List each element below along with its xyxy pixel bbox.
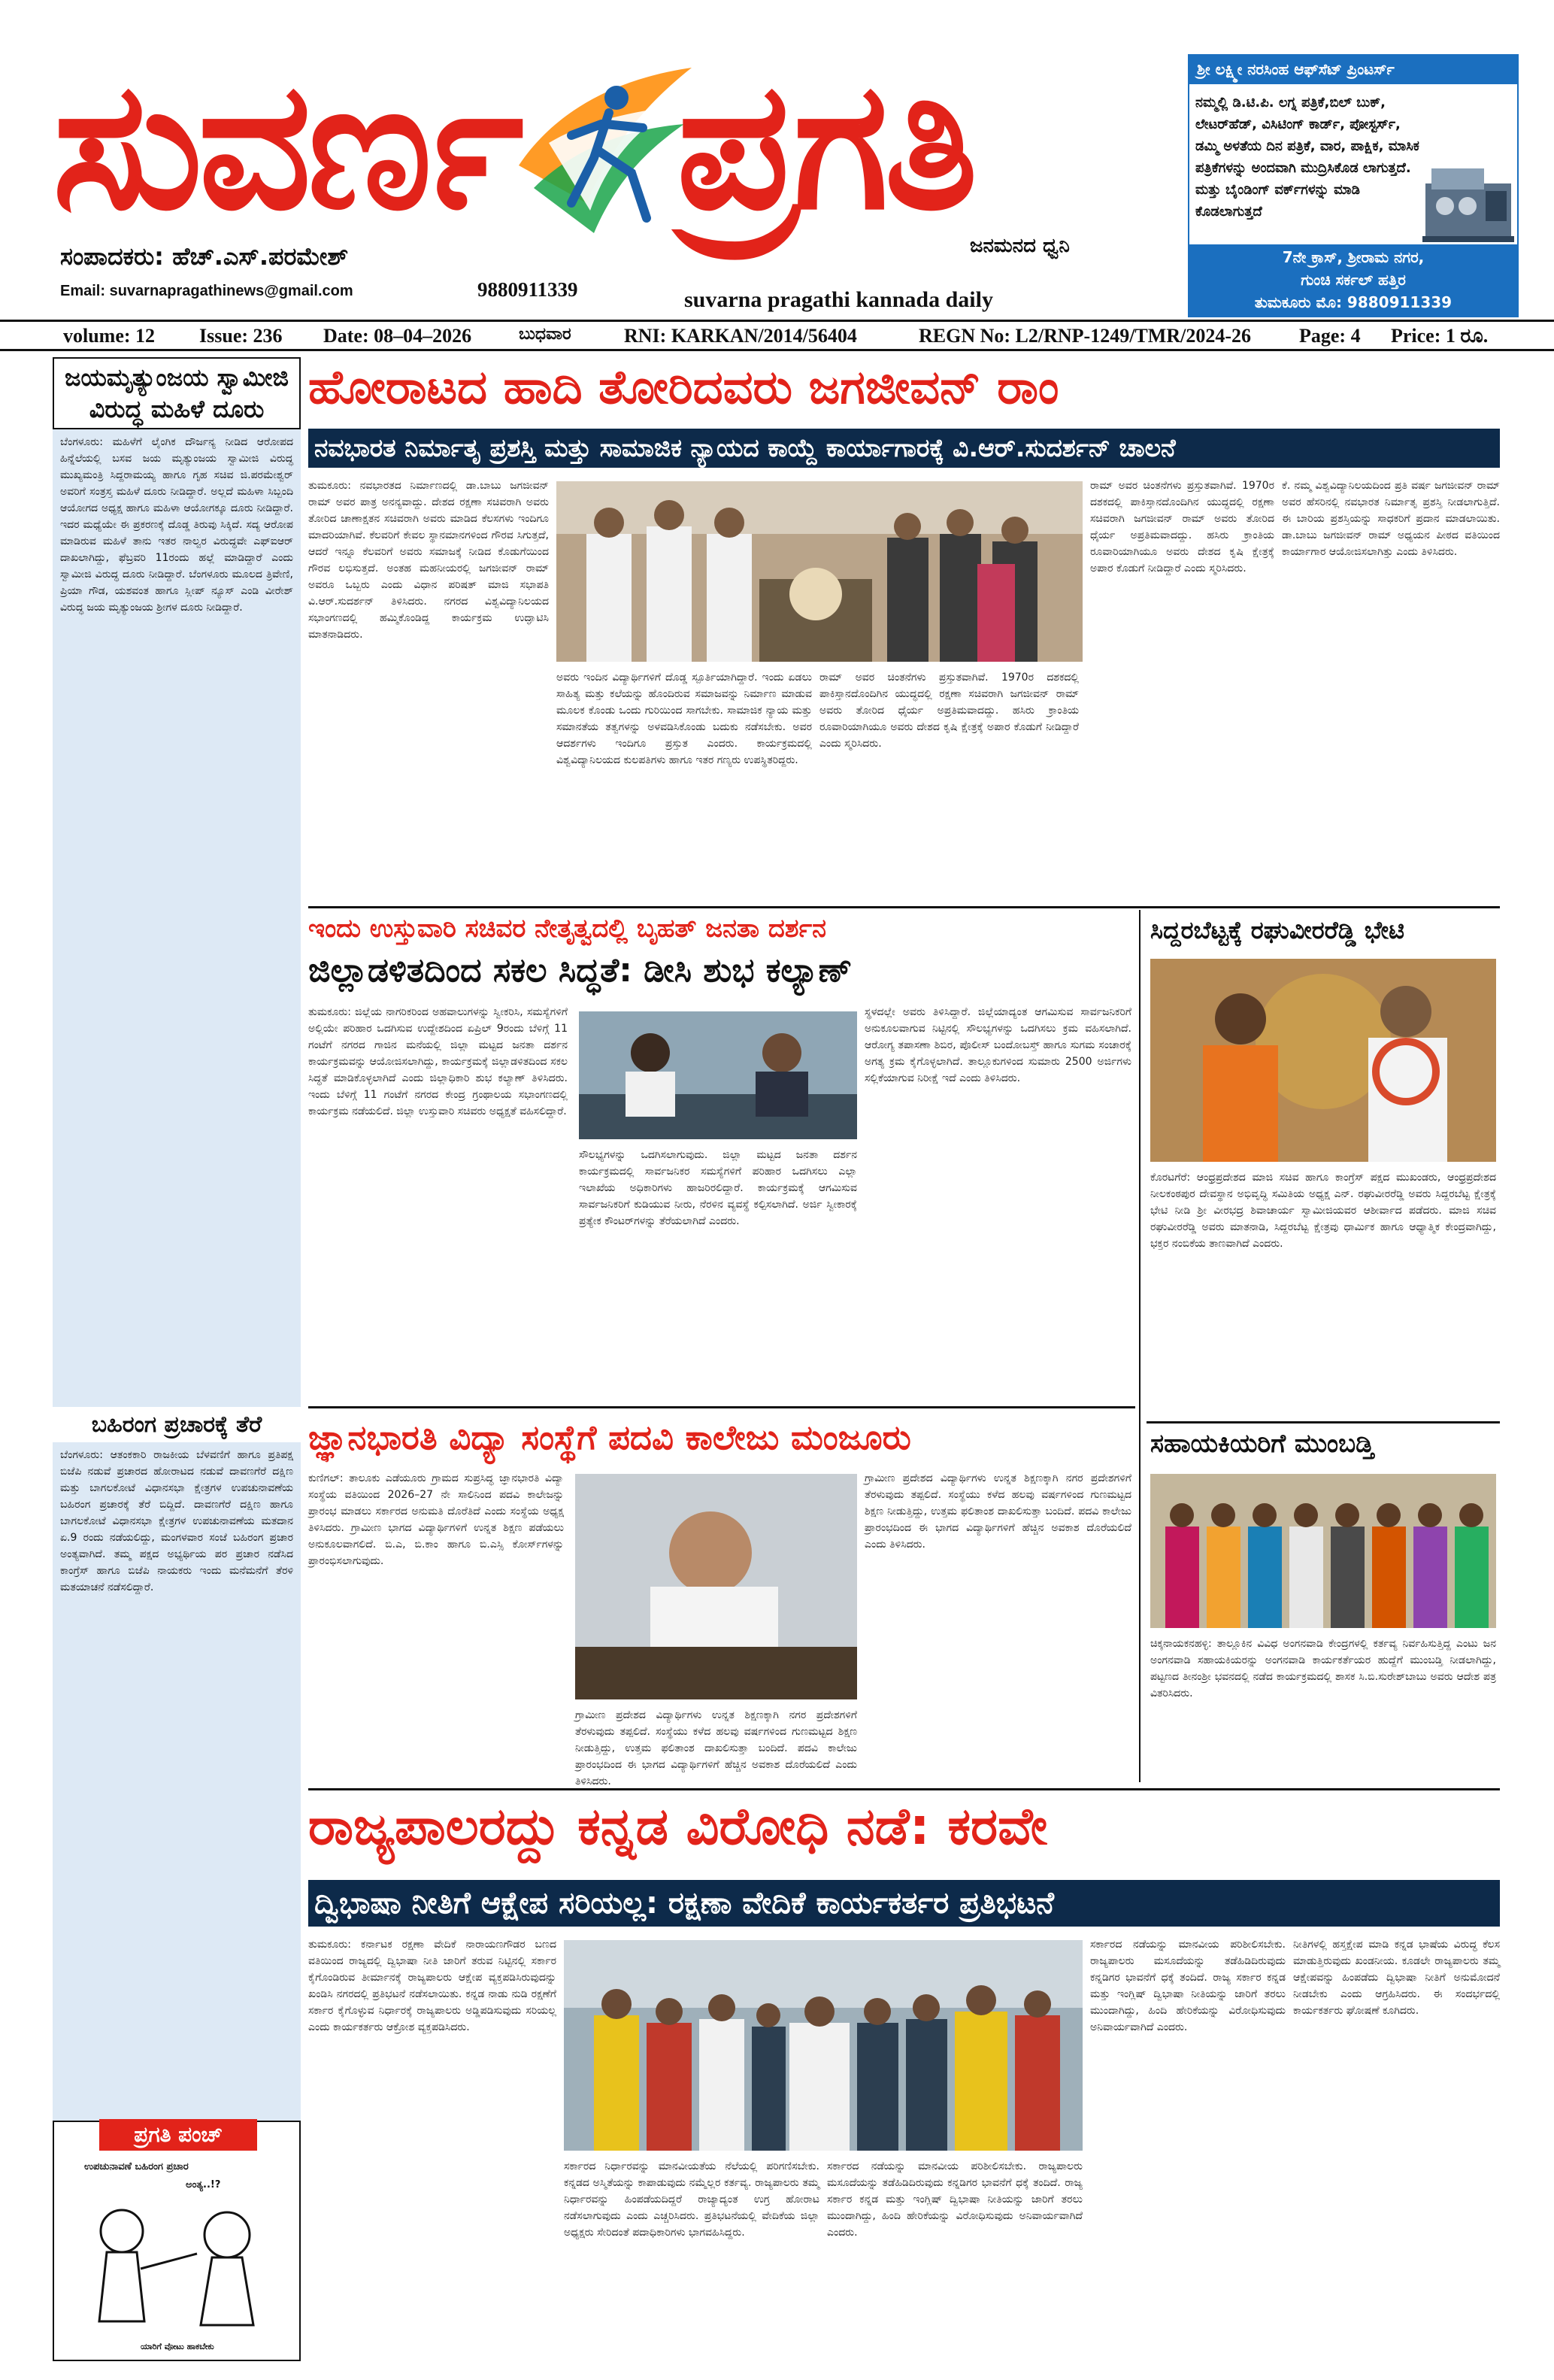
tagline: ಜನಮನದ ಧ್ವನಿ: [970, 235, 1070, 257]
issue-info-bar: [0, 320, 1554, 351]
sidebar-article-1: ಬೆಂಗಳೂರು: ಮಹಿಳೆಗೆ ಲೈಂಗಿಕ ದೌರ್ಜನ್ಯ ನೀಡಿದ ಆರೋಪದ ಹಿನ್ನೆಲೆಯಲ್ಲಿ ಬಸವ ಜಯ ಮೃತ್ಯುಂಜಯ ಸ್ವಾಮೀಜಿ ವಿರುದ್ಧ ಮುಖ್ಯಮಂತ್ರಿ ಸಿದ್ದರಾಮಯ್ಯ ಹಾಗೂ ಗೃಹ ಸಚಿವ ಜಿ.ಪರಮೇಶ್ವರ್ ಅವರಿಗೆ ಸಂತ್ರಸ್ತ ಮಹಿಳೆ ದೂರು ನೀಡಿದ್ದಾರೆ. ಅಲ್ಲದೆ ಮಹಿಳಾ ಸಿಬ್ಬಂದಿ ಆಯೋಗದ ಅಧ್ಯಕ್ಷ ಹಾಗೂ ಮಹಿಳಾ ಆಯೋಗಕ್ಕೂ ದೂರು ನೀಡಿದ್ದಾರೆ. ಇದರ ಮಧ್ಯೆಯೇ ಈ ಪ್ರಕರಣಕ್ಕೆ ದೊಡ್ಡ ತಿರುವು ಸಿಕ್ಕಿದೆ. ಸದ್ಯ ಆರೋಪ ಮಾಡಿರುವ ಮಹಿಳೆ ತಾನು ಇತರ ನಾಲ್ವರ ವಿರುದ್ಧವೇ ಎಫ್‌ಐಆರ್ ದಾಖಲಾಗಿದ್ದು, ಫೆಬ್ರವರಿ 11ರಂದು ಹಲ್ಲೆ ಮಾಡಿದ್ದಾರೆ ಎಂದು ಸ್ವಾಮೀಜಿ ವಿರುದ್ಧ ದೂರು ನೀಡಿದ್ದಾರೆ. ಬೆಂಗಳೂರು ಮೂಲದ ತ್ರಿವೇಣಿ, ಪ್ರಿಯಾ ಗೌಡ, ಯಶವಂತ ಹಾಗೂ ಸ್ಲೀಪ್ ನ್ಯೂಸ್ ಎಂಡಿ ವೀರೇಶ್ ವಿರುದ್ಧ ಜಯ ಮೃತ್ಯುಂಜಯ ಶ್ರೀಗಳ ದೂರು ನೀಡಿದ್ದಾರೆ.: [60, 436, 293, 614]
story-2-photo: [579, 1011, 857, 1139]
cartoon-caption-speech: ಅಂತ್ಯ..!?: [186, 2179, 221, 2191]
cartoon-title: ಪ್ರಗತಿ ಪಂಚ್: [99, 2119, 257, 2151]
printers-advertisement: [1188, 54, 1519, 317]
story-4-headline: ಜ್ಞಾನಭಾರತಿ ವಿದ್ಯಾ ಸಂಸ್ಥೆಗೆ ಪದವಿ ಕಾಲೇಜು ಮಂಜೂರು: [308, 1417, 911, 1457]
sidebar-headline-2: ಬಹಿರಂಗ ಪ್ರಚಾರಕ್ಕೆ ತೆರೆ: [53, 1407, 301, 1442]
lead-subhead: ನವಭಾರತ ನಿರ್ಮಾತೃ ಪ್ರಶಸ್ತಿ ಮತ್ತು ಸಾಮಾಜಿಕ ನ್ಯಾಯದ ಕಾಯ್ದೆ ಕಾರ್ಯಾಗಾರಕ್ಕೆ ವಿ.ಆರ್.ಸುದರ್ಶನ್ ಚಾಲನೆ: [308, 429, 1500, 468]
story-6-headline: ರಾಜ್ಯಪಾಲರದ್ದು ಕನ್ನಡ ವಿರೋಧಿ ನಡೆ: ಕರವೇ: [308, 1797, 1048, 1857]
issue-label: Issue: 236: [199, 325, 283, 347]
story-6-col-1: ತುಮಕೂರು: ಕರ್ನಾಟಕ ರಕ್ಷಣಾ ವೇದಿಕೆ ನಾರಾಯಣಗೌಡರ ಬಣದ ವತಿಯಿಂದ ರಾಜ್ಯದಲ್ಲಿ ದ್ವಿಭಾಷಾ ನೀತಿ ಜಾರಿಗೆ ತರುವ ನಿಟ್ಟಿನಲ್ಲಿ ಸರ್ಕಾರ ಕೈಗೊಂಡಿರುವ ತೀರ್ಮಾನಕ್ಕೆ ರಾಜ್ಯಪಾಲರು ಆಕ್ಷೇಪ ವ್ಯಕ್ತಪಡಿಸಿರುವುದನ್ನು ಖಂಡಿಸಿ ನಗರದಲ್ಲಿ ಪ್ರತಿಭಟನೆ ನಡೆಸಲಾಯಿತು. ಕನ್ನಡ ನಾಡು ನುಡಿ ರಕ್ಷಣೆಗೆ ಸರ್ಕಾರ ಕೈಗೊಳ್ಳುವ ನಿರ್ಧಾರಕ್ಕೆ ರಾಜ್ಯಪಾಲರು ಅಡ್ಡಿಪಡಿಸುವುದು ಸರಿಯಲ್ಲ ಎಂದು ಕಾರ್ಯಕರ್ತರು ಆಕ್ರೋಶ ವ್ಯಕ್ತಪಡಿಸಿದರು.: [308, 1939, 556, 2033]
runner-emblem-icon: [504, 53, 699, 256]
story-4-photo: [575, 1474, 857, 1699]
ad-address-line-2: ಗುಂಚಿ ಸರ್ಕಲ್ ಹತ್ತಿರ: [1301, 271, 1406, 289]
ad-body-text: ನಮ್ಮಲ್ಲಿ ಡಿ.ಟಿ.ಪಿ. ಲಗ್ನ ಪತ್ರಿಕೆ,ಬಿಲ್ ಬುಕ್, ಲೇಟರ್‌ಹೆಡ್, ವಿಸಿಟಿಂಗ್ ಕಾರ್ಡ್, ಪೋಸ್ಟರ್ಸ್, ಡಮ್ಮಿ ಅಳತೆಯ ದಿನ ಪತ್ರಿಕೆ, ವಾರ, ಪಾಕ್ಷಿಕ, ಮಾಸಿಕ ಪತ್ರಿಕೆಗಳನ್ನು ಅಂದವಾಗಿ ಮುದ್ರಿಸಿಕೊಡ ಲಾಗುತ್ತದೆ. ಮತ್ತು ಬೈಂಡಿಂಗ್ ವರ್ಕ್‌ಗಳನ್ನು ಮಾಡಿ ಕೊಡಲಾಗುತ್ತದೆ: [1195, 95, 1419, 220]
newspaper-logo: [53, 45, 1143, 248]
section-divider-4: [308, 1788, 1500, 1790]
regn-label: REGN No: L2/RNP-1249/TMR/2024-26: [919, 325, 1251, 347]
email-contact: Email: suvarnapragathinews@gmail.com: [60, 283, 353, 299]
story-6-col-4: ನೀತಿಗಳಲ್ಲಿ ಹಸ್ತಕ್ಷೇಪ ಮಾಡಿ ಕನ್ನಡ ಭಾಷೆಯ ವಿರುದ್ಧ ಕೆಲಸ ಮಾಡುತ್ತಿರುವುದು ಖಂಡನೀಯ. ಕೂಡಲೇ ರಾಜ್ಯಪಾಲರು ತಮ್ಮ ಆಕ್ಷೇಪವನ್ನು ಹಿಂಪಡೆದು ದ್ವಿಭಾಷಾ ನೀತಿಗೆ ಅನುಮೋದನೆ ನೀಡಬೇಕು ಎಂದು ಆಗ್ರಹಿಸಿದರು. ಈ ಸಂದರ್ಭದಲ್ಲಿ ಕಾರ್ಯಕರ್ತರು ಘೋಷಣೆ ಕೂಗಿದರು.: [1293, 1939, 1500, 2017]
story-6-col-3: ಸರ್ಕಾರದ ನಡೆಯನ್ನು ಮಾನವೀಯ ಪರಿಶೀಲಿಸಬೇಕು. ರಾಜ್ಯಪಾಲರು ಮಸೂದೆಯನ್ನು ತಡೆಹಿಡಿದಿರುವುದು ಕನ್ನಡಿಗರ ಭಾವನೆಗೆ ಧಕ್ಕೆ ತಂದಿದೆ. ರಾಜ್ಯ ಸರ್ಕಾರ ಕನ್ನಡ ಮತ್ತು ಇಂಗ್ಲಿಷ್ ದ್ವಿಭಾಷಾ ನೀತಿಯನ್ನು ಜಾರಿಗೆ ತರಲು ಮುಂದಾಗಿದ್ದು, ಹಿಂದಿ ಹೇರಿಕೆಯನ್ನು ವಿರೋಧಿಸುವುದು ಅನಿವಾರ್ಯವಾಗಿದೆ ಎಂದರು.: [827, 2160, 1083, 2239]
logo-word-pragathi: ಪ್ರಗತಿ: [677, 44, 974, 249]
cartoon-box: [53, 2121, 301, 2361]
story-4-col-1: ಕುಣಿಗಲ್: ತಾಲೂಕು ಎಡೆಯೂರು ಗ್ರಾಮದ ಸುಪ್ರಸಿದ್ಧ ಜ್ಞಾನಭಾರತಿ ವಿದ್ಯಾ ಸಂಸ್ಥೆಯ ವತಿಯಿಂದ 2026–27 ನೇ ಸಾಲಿನಿಂದ ಪದವಿ ಕಾಲೇಜನ್ನು ಪ್ರಾರಂಭ ಮಾಡಲು ಸರ್ಕಾರದ ಅನುಮತಿ ದೊರೆತಿದೆ ಎಂದು ಸಂಸ್ಥೆಯ ಅಧ್ಯಕ್ಷ ತಿಳಿಸಿದರು. ಗ್ರಾಮೀಣ ಭಾಗದ ವಿದ್ಯಾರ್ಥಿಗಳಿಗೆ ಉನ್ನತ ಶಿಕ್ಷಣ ಪಡೆಯಲು ಅನುಕೂಲವಾಗಲಿದೆ. ಬಿ.ಎ, ಬಿ.ಕಾಂ ಹಾಗೂ ಬಿ.ಎಸ್ಸಿ ಕೋರ್ಸ್‌ಗಳನ್ನು ಪ್ರಾರಂಭಿಸಲಾಗುವುದು.: [308, 1472, 564, 1567]
story-3-headline: ಸಿದ್ದರಬೆಟ್ಟಕ್ಕೆ ರಘುವೀರರೆಡ್ಡಿ ಭೇಟಿ: [1150, 916, 1404, 944]
lead-headline: ಹೋರಾಟದ ಹಾದಿ ತೋರಿದವರು ಜಗಜೀವನ್ ರಾಂ: [308, 359, 1059, 414]
sidebar-article-2: ಬೆಂಗಳೂರು: ಆತಂಕಕಾರಿ ರಾಜಕೀಯ ಬೆಳವಣಿಗೆ ಹಾಗೂ ಪ್ರತಿಪಕ್ಷ ಬಿಜೆಪಿ ನಡುವೆ ಪ್ರಚಾರದ ಹೋರಾಟದ ನಡುವೆ ದಾವಣಗೆರೆ ದಕ್ಷಿಣ ಮತ್ತು ಬಾಗಲಕೋಟೆ ವಿಧಾನಸಭಾ ಕ್ಷೇತ್ರಗಳ ಉಪಚುನಾವಣೆಯ ಬಹಿರಂಗ ಪ್ರಚಾರಕ್ಕೆ ತೆರೆ ಬಿದ್ದಿದೆ. ದಾವಣಗೆರೆ ದಕ್ಷಿಣ ಹಾಗೂ ಬಾಗಲಕೋಟೆ ವಿಧಾನಸಭಾ ಕ್ಷೇತ್ರಗಳ ಉಪಚುನಾವಣೆಯ ಮತದಾನ ಏ.9 ರಂದು ನಡೆಯಲಿದ್ದು, ಮಂಗಳವಾರ ಸಂಜೆ ಬಹಿರಂಗ ಪ್ರಚಾರ ಅಂತ್ಯವಾಗಿದೆ. ತಮ್ಮ ಪಕ್ಷದ ಅಭ್ಯರ್ಥಿಯ ಪರ ಪ್ರಚಾರ ನಡೆಸಿದ ಕಾಂಗ್ರೆಸ್ ಹಾಗೂ ಬಿಜೆಪಿ ನಾಯಕರು ಇಂದು ಮನೆಮನೆಗೆ ತೆರಳಿ ಮತಯಾಚನೆ ನಡೆಸಲಿದ್ದಾರೆ.: [60, 1449, 293, 1593]
ad-address-line-3: ತುಮಕೂರು ಮೊ: 9880911339: [1254, 293, 1453, 311]
story-2-kicker: ಇಂದು ಉಸ್ತುವಾರಿ ಸಚಿವರ ನೇತೃತ್ವದಲ್ಲಿ ಬೃಹತ್ ಜನತಾ ದರ್ಶನ: [308, 914, 827, 944]
officials-photo-icon: [579, 1011, 857, 1139]
protest-photo-icon: [564, 1940, 1083, 2151]
page-number: Page: 4: [1299, 325, 1361, 347]
date-label: Date: 08–04–2026: [323, 325, 472, 347]
weekday-label: ಬುಧವಾರ: [519, 325, 571, 344]
left-sidebar: [53, 357, 301, 2132]
logo-word-suvarna: ಸುವರ್ಣ: [53, 44, 520, 249]
lead-story-col-2: ಅವರು ಇಂದಿನ ವಿದ್ಯಾರ್ಥಿಗಳಿಗೆ ದೊಡ್ಡ ಸ್ಪೂರ್ತಿಯಾಗಿದ್ದಾರೆ. ಇಂದು ಏಡಲು ಸಾಹಿತ್ಯ ಮತ್ತು ಕಲೆಯನ್ನು ಹೊಂದಿರುವ ಸಮಾಜವನ್ನು ನಿರ್ಮಾಣ ಮಾಡುವ ಮೂಲಕ ಕೊಂಡು ಒಂದು ಗುರಿಯಿಂದ ಸಾಗಬೇಕು. ಸಾಮಾಜಿಕ ನ್ಯಾಯ ಮತ್ತು ಸಮಾನತೆಯ ತತ್ವಗಳನ್ನು ಅಳವಡಿಸಿಕೊಂಡು ಬದುಕು ನಡೆಸಬೇಕು. ಅವರ ಆದರ್ಶಗಳು ಇಂದಿಗೂ ಪ್ರಸ್ತುತ ಎಂದರು. ಕಾರ್ಯಕ್ರಮದಲ್ಲಿ ವಿಶ್ವವಿದ್ಯಾನಿಲಯದ ಕುಲಪತಿಗಳು ಹಾಗೂ ಇತರ ಗಣ್ಯರು ಉಪಸ್ಥಿತರಿದ್ದರು.: [556, 672, 812, 766]
story-5-photo: [1150, 1474, 1496, 1628]
story-6-col-3b: ಸರ್ಕಾರದ ನಡೆಯನ್ನು ಮಾನವೀಯ ಪರಿಶೀಲಿಸಬೇಕು. ರಾಜ್ಯಪಾಲರು ಮಸೂದೆಯನ್ನು ತಡೆಹಿಡಿದಿರುವುದು ಕನ್ನಡಿಗರ ಭಾವನೆಗೆ ಧಕ್ಕೆ ತಂದಿದೆ. ರಾಜ್ಯ ಸರ್ಕಾರ ಕನ್ನಡ ಮತ್ತು ಇಂಗ್ಲಿಷ್ ದ್ವಿಭಾಷಾ ನೀತಿಯನ್ನು ಜಾರಿಗೆ ತರಲು ಮುಂದಾಗಿದ್ದು, ಹಿಂದಿ ಹೇರಿಕೆಯನ್ನು ವಿರೋಧಿಸುವುದು ಅನಿವಾರ್ಯವಾಗಿದೆ ಎಂದರು.: [1090, 1939, 1286, 2033]
man-at-desk-photo-icon: [575, 1474, 857, 1699]
section-divider-2: [308, 1406, 1135, 1408]
story-3-text: ಕೊರಟಗೆರೆ: ಆಂಧ್ರಪ್ರದೇಶದ ಮಾಜಿ ಸಚಿವ ಹಾಗೂ ಕಾಂಗ್ರೆಸ್ ಪಕ್ಷದ ಮುಖಂಡರು, ಆಂಧ್ರಪ್ರದೇಶದ ನೀಲಕಂಠಪುರ ದೇವಸ್ಥಾನ ಅಭಿವೃದ್ಧಿ ಸಮಿತಿಯ ಅಧ್ಯಕ್ಷ ಎನ್. ರಘುವೀರರೆಡ್ಡಿ ಅವರು ಸಿದ್ದರಬೆಟ್ಟ ಕ್ಷೇತ್ರಕ್ಕೆ ಭೇಟಿ ನೀಡಿ ಶ್ರೀ ವೀರಭದ್ರ ಶಿವಾಚಾರ್ಯ ಸ್ವಾಮೀಜಿಯವರ ಆಶೀರ್ವಾದ ಪಡೆದರು. ಮಾಜಿ ಸಚಿವ ರಘುವೀರರೆಡ್ಡಿ ಅವರು ಮಾತನಾಡಿ, ಸಿದ್ದರಬೆಟ್ಟ ಕ್ಷೇತ್ರವು ಧಾರ್ಮಿಕ ಹಾಗೂ ಆಧ್ಯಾತ್ಮಿಕ ಕೇಂದ್ರವಾಗಿದ್ದು, ಭಕ್ತರ ನಂಬಿಕೆಯ ತಾಣವಾಗಿದೆ ಎಂದರು.: [1150, 1172, 1496, 1250]
editor-credit: ಸಂಪಾದಕರು: ಹೆಚ್.ಎಸ್.ಪರಮೇಶ್: [60, 242, 349, 271]
swamiji-meeting-photo-icon: [1150, 959, 1496, 1162]
story-4-col-2: ಗ್ರಾಮೀಣ ಪ್ರದೇಶದ ವಿದ್ಯಾರ್ಥಿಗಳು ಉನ್ನತ ಶಿಕ್ಷಣಕ್ಕಾಗಿ ನಗರ ಪ್ರದೇಶಗಳಿಗೆ ತೆರಳುವುದು ತಪ್ಪಲಿದೆ. ಸಂಸ್ಥೆಯು ಕಳೆದ ಹಲವು ವರ್ಷಗಳಿಂದ ಗುಣಮಟ್ಟದ ಶಿಕ್ಷಣ ನೀಡುತ್ತಿದ್ದು, ಉತ್ತಮ ಫಲಿತಾಂಶ ದಾಖಲಿಸುತ್ತಾ ಬಂದಿದೆ. ಪದವಿ ಕಾಲೇಜು ಪ್ರಾರಂಭದಿಂದ ಈ ಭಾಗದ ವಿದ್ಯಾರ್ಥಿಗಳಿಗೆ ಹೆಚ್ಚಿನ ಅವಕಾಶ ದೊರೆಯಲಿದೆ ಎಂದು ತಿಳಿಸಿದರು.: [865, 1472, 1131, 1551]
cartoon-drawing-icon: [69, 2194, 287, 2336]
story-6-photo: [564, 1940, 1083, 2151]
lead-story-col-3b: ರಾಮ್ ಅವರ ಚಿಂತನೆಗಳು ಪ್ರಸ್ತುತವಾಗಿವೆ. 1970ರ ದಶಕದಲ್ಲಿ ಪಾಕಿಸ್ತಾನದೊಂದಿಗಿನ ಯುದ್ಧದಲ್ಲಿ ರಕ್ಷಣಾ ಸಚಿವರಾಗಿ ಜಗಜೀವನ್ ರಾಮ್ ಅವರು ತೋರಿದ ಧೈರ್ಯ ಅಪ್ರತಿಮವಾದದ್ದು. ಹಸಿರು ಕ್ರಾಂತಿಯ ರೂವಾರಿಯಾಗಿಯೂ ಅವರು ದೇಶದ ಕೃಷಿ ಕ್ಷೇತ್ರಕ್ಕೆ ಅಪಾರ ಕೊಡುಗೆ ನೀಡಿದ್ದಾರೆ ಎಂದು ಸ್ಮರಿಸಿದರು.: [1090, 480, 1274, 575]
story-4-caption: ಗ್ರಾಮೀಣ ಪ್ರದೇಶದ ವಿದ್ಯಾರ್ಥಿಗಳು ಉನ್ನತ ಶಿಕ್ಷಣಕ್ಕಾಗಿ ನಗರ ಪ್ರದೇಶಗಳಿಗೆ ತೆರಳುವುದು ತಪ್ಪಲಿದೆ. ಸಂಸ್ಥೆಯು ಕಳೆದ ಹಲವು ವರ್ಷಗಳಿಂದ ಗುಣಮಟ್ಟದ ಶಿಕ್ಷಣ ನೀಡುತ್ತಿದ್ದು, ಉತ್ತಮ ಫಲಿತಾಂಶ ದಾಖಲಿಸುತ್ತಾ ಬಂದಿದೆ. ಪದವಿ ಕಾಲೇಜು ಪ್ರಾರಂಭದಿಂದ ಈ ಭಾಗದ ವಿದ್ಯಾರ್ಥಿಗಳಿಗೆ ಹೆಚ್ಚಿನ ಅವಕಾಶ ದೊರೆಯಲಿದೆ ಎಂದು ತಿಳಿಸಿದರು.: [575, 1709, 857, 1787]
group-photo-icon: [556, 481, 1083, 662]
story-2-col-3: ಸ್ಥಳದಲ್ಲೇ ಅವರು ತಿಳಿಸಿದ್ದಾರೆ. ಜಿಲ್ಲೆಯಾದ್ಯಂತ ಆಗಮಿಸುವ ಸಾರ್ವಜನಿಕರಿಗೆ ಅನುಕೂಲವಾಗುವ ನಿಟ್ಟಿನಲ್ಲಿ ಸೌಲಭ್ಯಗಳನ್ನು ಒದಗಿಸಲು ಕ್ರಮ ವಹಿಸಲಾಗಿದೆ. ಆರೋಗ್ಯ ತಪಾಸಣಾ ಶಿಬಿರ, ಪೊಲೀಸ್ ಬಂದೋಬಸ್ತ್ ಹಾಗೂ ಸುಗಮ ಸಂಚಾರಕ್ಕೆ ಅಗತ್ಯ ಕ್ರಮ ಕೈಗೊಳ್ಳಲಾಗಿದೆ. ತಾಲ್ಲೂಕುಗಳಿಂದ ಸುಮಾರು 2500 ಅರ್ಜಿಗಳು ಸಲ್ಲಿಕೆಯಾಗುವ ನಿರೀಕ್ಷೆ ಇದೆ ಎಂದು ತಿಳಿಸಿದರು.: [865, 1006, 1131, 1084]
ad-address: [1189, 244, 1517, 316]
story-6-col-2: ಸರ್ಕಾರದ ನಿರ್ಧಾರವನ್ನು ಮಾನವೀಯತೆಯ ನೆಲೆಯಲ್ಲಿ ಪರಿಗಣಿಸಬೇಕು. ಕನ್ನಡದ ಅಸ್ಮಿತೆಯನ್ನು ಕಾಪಾಡುವುದು ನಮ್ಮೆಲ್ಲರ ಕರ್ತವ್ಯ. ರಾಜ್ಯಪಾಲರು ತಮ್ಮ ನಿರ್ಧಾರವನ್ನು ಹಿಂಪಡೆಯದಿದ್ದರೆ ರಾಜ್ಯಾದ್ಯಂತ ಉಗ್ರ ಹೋರಾಟ ನಡೆಸಲಾಗುವುದು ಎಂದು ಎಚ್ಚರಿಸಿದರು. ಪ್ರತಿಭಟನೆಯಲ್ಲಿ ವೇದಿಕೆಯ ಜಿಲ್ಲಾ ಅಧ್ಯಕ್ಷರು ಸೇರಿದಂತೆ ಪದಾಧಿಕಾರಿಗಳು ಭಾಗವಹಿಸಿದ್ದರು.: [564, 2160, 819, 2239]
story-3-photo: [1150, 959, 1496, 1162]
lead-story-col-1: ತುಮಕೂರು: ನವಭಾರತದ ನಿರ್ಮಾಣದಲ್ಲಿ ಡಾ.ಬಾಬು ಜಗಜೀವನ್ ರಾಮ್ ಅವರ ಪಾತ್ರ ಅನನ್ಯವಾದ್ದು. ದೇಶದ ರಕ್ಷಣಾ ಸಚಿವರಾಗಿ ಅವರು ತೋರಿದ ಚಾಣಾಕ್ಷತನ ಸಚಿವರಾಗಿ ಅವರು ಮಾಡಿದ ಕೆಲಸಗಳು ಇಂದಿಗೂ ಮಾದರಿಯಾಗಿವೆ. ಕೆಲವರಿಗೆ ಕೇವಲ ಸ್ಥಾನಮಾನಗಳಿಂದ ಗೌರವ ಸಿಗುತ್ತದೆ, ಆದರೆ ಇನ್ನೂ ಕೆಲವರಿಗೆ ಅವರು ಸಮಾಜಕ್ಕೆ ನೀಡಿದ ಕೊಡುಗೆಯಿಂದ ಗೌರವ ಲಭಿಸುತ್ತದೆ. ಅಂತಹ ಮಹನೀಯರಲ್ಲಿ ಜಗಜೀವನ್ ರಾಮ್ ಅವರೂ ಒಬ್ಬರು ಎಂದು ವಿಧಾನ ಪರಿಷತ್ ಮಾಜಿ ಸಭಾಪತಿ ವಿ.ಆರ್.ಸುದರ್ಶನ್ ತಿಳಿಸಿದರು. ನಗರದ ವಿಶ್ವವಿದ್ಯಾನಿಲಯದ ಸಭಾಂಗಣದಲ್ಲಿ ಹಮ್ಮಿಕೊಂಡಿದ್ದ ಕಾರ್ಯಕ್ರಮ ಉದ್ಘಾಟಿಸಿ ಮಾತನಾಡಿದರು.: [308, 480, 549, 641]
section-divider: [308, 906, 1500, 908]
lead-story-col-4: ಕೆ. ನಮ್ಮ ವಿಶ್ವವಿದ್ಯಾನಿಲಯದಿಂದ ಪ್ರತಿ ವರ್ಷ ಜಗಜೀವನ್ ರಾಮ್ ಅವರ ಹೆಸರಿನಲ್ಲಿ ನವಭಾರತ ನಿರ್ಮಾತೃ ಪ್ರಶಸ್ತಿ ನೀಡಲಾಗುತ್ತಿದೆ. ಈ ಬಾರಿಯ ಪ್ರಶಸ್ತಿಯನ್ನು ಸಾಧಕರಿಗೆ ಪ್ರದಾನ ಮಾಡಲಾಯಿತು. ಡಾ.ಬಾಬು ಜಗಜೀವನ್ ರಾಮ್ ಅಧ್ಯಯನ ಪೀಠದ ವತಿಯಿಂದ ಕಾರ್ಯಾಗಾರ ಆಯೋಜಿಸಲಾಗಿತ್ತು ಎಂದು ತಿಳಿಸಿದರು.: [1282, 480, 1500, 558]
printing-press-icon: [1422, 161, 1514, 244]
volume-label: volume: 12: [63, 325, 156, 347]
story-2-headline: ಜಿಲ್ಲಾಡಳಿತದಿಂದ ಸಕಲ ಸಿದ್ಧತೆ: ಡೀಸಿ ಶುಭ ಕಲ್ಯಾಣ್: [308, 951, 853, 990]
masthead: [0, 0, 1554, 320]
rni-label: RNI: KARKAN/2014/56404: [624, 325, 857, 347]
sidebar-headline-1: ಜಯಮೃತ್ಯುಂಜಯ ಸ್ವಾಮೀಜಿ ವಿರುದ್ಧ ಮಹಿಳೆ ದೂರು: [53, 357, 301, 429]
cartoon-caption-bottom: ಯಾರಿಗೆ ವೋಟು ಹಾಕಬೇಕು: [141, 2342, 214, 2351]
phone-contact: 9880911339: [477, 278, 578, 301]
ad-address-line-1: 7ನೇ ಕ್ರಾಸ್, ಶ್ರೀರಾಮ ನಗರ,: [1282, 248, 1425, 266]
story-6-subhead: ದ್ವಿಭಾಷಾ ನೀತಿಗೆ ಆಕ್ಷೇಪ ಸರಿಯಲ್ಲ: ರಕ್ಷಣಾ ವೇದಿಕೆ ಕಾರ್ಯಕರ್ತರ ಪ್ರತಿಭಟನೆ: [308, 1880, 1500, 1927]
ad-heading: ಶ್ರೀ ಲಕ್ಷ್ಮೀ ನರಸಿಂಹ ಆಫ್‌ಸೆಟ್ ಪ್ರಿಂಟರ್ಸ್: [1189, 56, 1517, 84]
price-label: Price: 1 ರೂ.: [1391, 325, 1489, 347]
lead-story-photo: [556, 481, 1083, 662]
lead-story-col-3: ರಾಮ್ ಅವರ ಚಿಂತನೆಗಳು ಪ್ರಸ್ತುತವಾಗಿವೆ. 1970ರ ದಶಕದಲ್ಲಿ ಪಾಕಿಸ್ತಾನದೊಂದಿಗಿನ ಯುದ್ಧದಲ್ಲಿ ರಕ್ಷಣಾ ಸಚಿವರಾಗಿ ಜಗಜೀವನ್ ರಾಮ್ ಅವರು ತೋರಿದ ಧೈರ್ಯ ಅಪ್ರತಿಮವಾದದ್ದು. ಹಸಿರು ಕ್ರಾಂತಿಯ ರೂವಾರಿಯಾಗಿಯೂ ಅವರು ದೇಶದ ಕೃಷಿ ಕ್ಷೇತ್ರಕ್ಕೆ ಅಪಾರ ಕೊಡುಗೆ ನೀಡಿದ್ದಾರೆ ಎಂದು ಸ್ಮರಿಸಿದರು.: [819, 672, 1079, 750]
anganwadi-group-photo-icon: [1150, 1474, 1496, 1628]
newspaper-subtitle: suvarna pragathi kannada daily: [684, 287, 993, 312]
story-5-headline: ಸಹಾಯಕಿಯರಿಗೆ ಮುಂಬಡ್ತಿ: [1150, 1429, 1374, 1459]
story-2-col-1: ತುಮಕೂರು: ಜಿಲ್ಲೆಯ ನಾಗರಿಕರಿಂದ ಅಹವಾಲುಗಳನ್ನು ಸ್ವೀಕರಿಸಿ, ಸಮಸ್ಯೆಗಳಿಗೆ ಅಲ್ಲಿಯೇ ಪರಿಹಾರ ಒದಗಿಸುವ ಉದ್ದೇಶದಿಂದ ಏಪ್ರಿಲ್ 9ರಂದು ಬೆಳಿಗ್ಗೆ 11 ಗಂಟೆಗೆ ನಗರದ ಗಾಜಿನ ಮನೆಯಲ್ಲಿ ಜಿಲ್ಲಾ ಮಟ್ಟದ ಜನತಾ ದರ್ಶನ ಕಾರ್ಯಕ್ರಮವನ್ನು ಆಯೋಜಿಸಲಾಗಿದ್ದು, ಕಾರ್ಯಕ್ರಮಕ್ಕೆ ಜಿಲ್ಲಾಡಳಿತದಿಂದ ಸಕಲ ಸಿದ್ಧತೆ ಮಾಡಿಕೊಳ್ಳಲಾಗಿದೆ ಎಂದು ಜಿಲ್ಲಾಧಿಕಾರಿ ಶುಭ ಕಲ್ಯಾಣ್ ತಿಳಿಸಿದರು. ಇಂದು ಬೆಳಿಗ್ಗೆ 11 ಗಂಟೆಗೆ ನಗರದ ಕೇಂದ್ರ ಗ್ರಂಥಾಲಯ ಸಭಾಂಗಣದಲ್ಲಿ ಕಾರ್ಯಕ್ರಮ ನಡೆಯಲಿದೆ. ಜಿಲ್ಲಾ ಉಸ್ತುವಾರಿ ಸಚಿವರು ಅಧ್ಯಕ್ಷತೆ ವಹಿಸಲಿದ್ದಾರೆ.: [308, 1006, 568, 1117]
story-2-col-2: ಸೌಲಭ್ಯಗಳನ್ನು ಒದಗಿಸಲಾಗುವುದು. ಜಿಲ್ಲಾ ಮಟ್ಟದ ಜನತಾ ದರ್ಶನ ಕಾರ್ಯಕ್ರಮದಲ್ಲಿ ಸಾರ್ವಜನಿಕರ ಸಮಸ್ಯೆಗಳಿಗೆ ಪರಿಹಾರ ಒದಗಿಸಲು ಎಲ್ಲಾ ಇಲಾಖೆಯ ಅಧಿಕಾರಿಗಳು ಹಾಜರಿರಲಿದ್ದಾರೆ. ಕಾರ್ಯಕ್ರಮಕ್ಕೆ ಆಗಮಿಸುವ ಸಾರ್ವಜನಿಕರಿಗೆ ಕುಡಿಯುವ ನೀರು, ನೆರಳಿನ ವ್ಯವಸ್ಥೆ ಕಲ್ಪಿಸಲಾಗಿದೆ. ಅರ್ಜಿ ಸ್ವೀಕಾರಕ್ಕೆ ಪ್ರತ್ಯೇಕ ಕೌಂಟರ್‌ಗಳನ್ನು ತೆರೆಯಲಾಗಿದೆ ಎಂದರು.: [579, 1149, 857, 1227]
section-divider-3: [1147, 1421, 1500, 1423]
story-5-text: ಚಿಕ್ಕನಾಯಕನಹಳ್ಳಿ: ತಾಲ್ಲೂಕಿನ ವಿವಿಧ ಅಂಗನವಾಡಿ ಕೇಂದ್ರಗಳಲ್ಲಿ ಕರ್ತವ್ಯ ನಿರ್ವಹಿಸುತ್ತಿದ್ದ ಎಂಟು ಜನ ಅಂಗನವಾಡಿ ಸಹಾಯಕಿಯರನ್ನು ಅಂಗನವಾಡಿ ಕಾರ್ಯಕರ್ತೆಯರ ಹುದ್ದೆಗೆ ಮುಂಬಡ್ತಿ ನೀಡಲಾಗಿದ್ದು, ಪಟ್ಟಣದ ತೀನಂಶ್ರೀ ಭವನದಲ್ಲಿ ನಡೆದ ಕಾರ್ಯಕ್ರಮದಲ್ಲಿ ಶಾಸಕ ಸಿ.ಬಿ.ಸುರೇಶ್‌ಬಾಬು ಅವರು ಆದೇಶ ಪತ್ರ ವಿತರಿಸಿದರು.: [1150, 1638, 1496, 1699]
cartoon-caption-top: ಉಪಚುನಾವಣೆ ಬಹಿರಂಗ ಪ್ರಚಾರ: [84, 2161, 189, 2172]
column-divider: [1139, 910, 1141, 1782]
